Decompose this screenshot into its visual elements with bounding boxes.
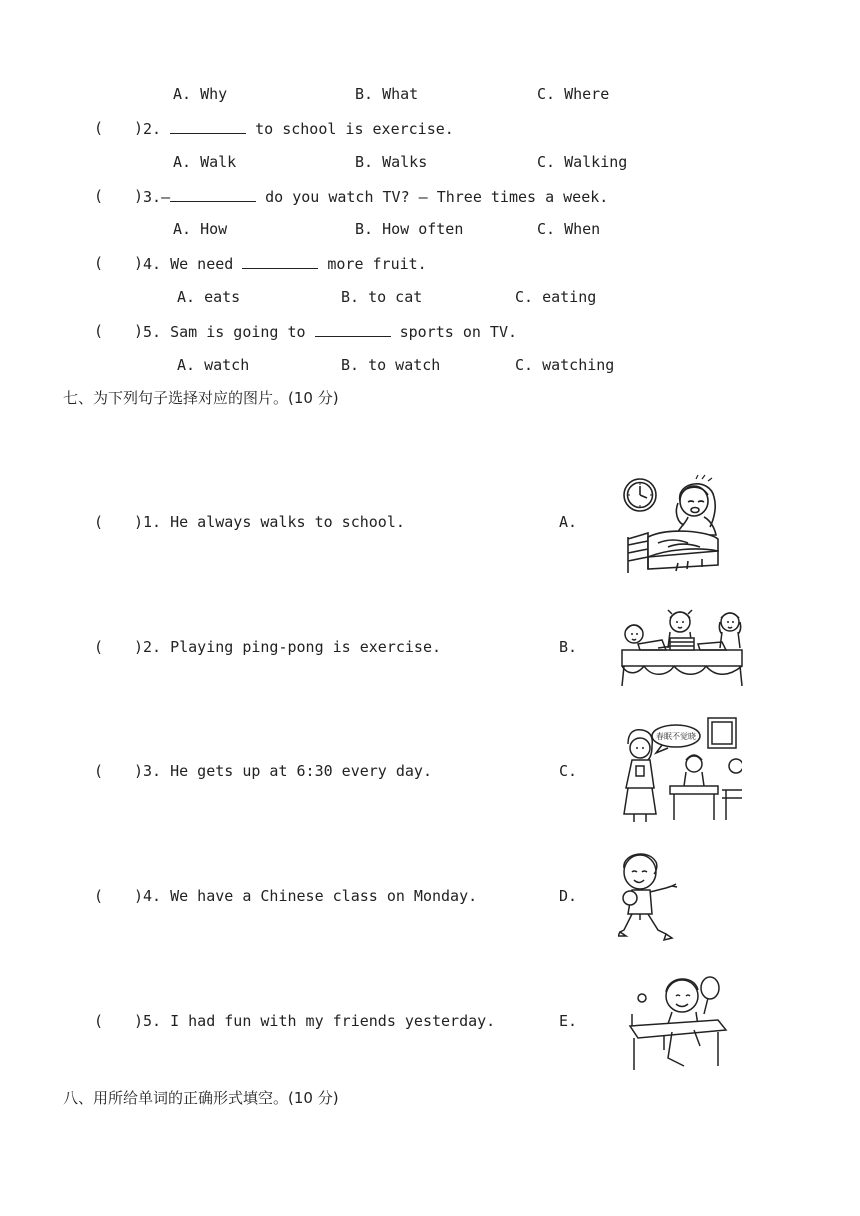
- q4-stem: [143, 254, 427, 273]
- q3-dash: —: [161, 188, 171, 206]
- q5-number: 5.: [143, 323, 162, 341]
- q2-text: to school is exercise.: [246, 120, 454, 138]
- q4-answer-paren-close: ): [134, 254, 144, 272]
- picture-c-chinese-class: [618, 714, 742, 824]
- s7-item4-sentence: 4. We have a Chinese class on Monday.: [143, 887, 478, 905]
- q4-option-b: B. to cat: [341, 288, 423, 306]
- s7-item4-paren-open[interactable]: (: [94, 887, 104, 905]
- q3-option-c: C. When: [537, 220, 601, 238]
- s7-picture-c-letter: C.: [559, 762, 578, 780]
- q3-number: 3.: [143, 188, 162, 206]
- q5-text-after: sports on TV.: [390, 323, 518, 341]
- s7-picture-a-letter: A.: [559, 513, 578, 531]
- section8-heading: 八、用所给单词的正确形式填空。(10 分): [63, 1089, 339, 1107]
- q1-option-c: C. Where: [537, 85, 610, 103]
- q2-option-a: A. Walk: [173, 153, 237, 171]
- q3-option-a: A. How: [173, 220, 228, 238]
- s7-picture-e-letter: E.: [559, 1012, 578, 1030]
- q5-option-b: B. to watch: [341, 356, 441, 374]
- s7-item5-sentence: 5. I had fun with my friends yesterday.: [143, 1012, 496, 1030]
- s7-picture-b-letter: B.: [559, 638, 578, 656]
- q5-option-c: C. watching: [515, 356, 615, 374]
- picture-b-kids-at-table: [618, 604, 746, 690]
- q3-stem: [143, 187, 608, 206]
- q3-answer-paren-close: ): [134, 187, 144, 205]
- q5-answer-paren-close: ): [134, 322, 144, 340]
- s7-item4-paren-close: ): [134, 887, 144, 905]
- s7-item2-sentence: 2. Playing ping-pong is exercise.: [143, 638, 442, 656]
- s7-item5-paren-close: ): [134, 1012, 144, 1030]
- q2-number: 2.: [143, 120, 162, 138]
- s7-item1-paren-close: ): [134, 513, 144, 531]
- picture-a-sleeping-girl-clock: [618, 473, 726, 579]
- s7-item5-paren-open[interactable]: (: [94, 1012, 104, 1030]
- q5-option-a: A. watch: [177, 356, 250, 374]
- q5-stem: [143, 322, 517, 341]
- q3-answer-paren-open[interactable]: (: [94, 187, 104, 205]
- q5-answer-paren-open[interactable]: (: [94, 322, 104, 340]
- q5-text-before: Sam is going to: [161, 323, 315, 341]
- s7-item3-paren-close: ): [134, 762, 144, 780]
- s7-item2-paren-close: ): [134, 638, 144, 656]
- q1-option-a: A. Why: [173, 85, 228, 103]
- q2-option-c: C. Walking: [537, 153, 628, 171]
- s7-picture-d-letter: D.: [559, 887, 578, 905]
- section7-heading: 七、为下列句子选择对应的图片。(10 分): [63, 389, 339, 407]
- s7-item3-sentence: 3. He gets up at 6:30 every day.: [143, 762, 432, 780]
- q4-text-after: more fruit.: [318, 255, 427, 273]
- q3-text: do you watch TV? — Three times a week.: [256, 188, 609, 206]
- s7-item3-paren-open[interactable]: (: [94, 762, 104, 780]
- q3-blank[interactable]: [170, 187, 256, 202]
- s7-item1-paren-open[interactable]: (: [94, 513, 104, 531]
- q4-answer-paren-open[interactable]: (: [94, 254, 104, 272]
- q4-number: 4.: [143, 255, 162, 273]
- s7-item1-sentence: 1. He always walks to school.: [143, 513, 405, 531]
- q2-answer-paren-open[interactable]: (: [94, 119, 104, 137]
- q4-option-a: A. eats: [177, 288, 241, 306]
- q2-blank[interactable]: [170, 119, 246, 134]
- speech-bubble-text: 春眠不觉晓: [656, 732, 696, 741]
- picture-e-boy-ping-pong: [628, 970, 728, 1076]
- q4-text-before: We need: [161, 255, 243, 273]
- q5-blank[interactable]: [315, 322, 391, 337]
- q2-option-b: B. Walks: [355, 153, 428, 171]
- q4-blank[interactable]: [242, 254, 318, 269]
- q2-stem: [143, 119, 454, 138]
- q3-option-b: B. How often: [355, 220, 464, 238]
- picture-d-boy-walking: [618, 850, 688, 946]
- q2-answer-paren-close: ): [134, 119, 144, 137]
- s7-item2-paren-open[interactable]: (: [94, 638, 104, 656]
- q4-option-c: C. eating: [515, 288, 597, 306]
- q1-option-b: B. What: [355, 85, 419, 103]
